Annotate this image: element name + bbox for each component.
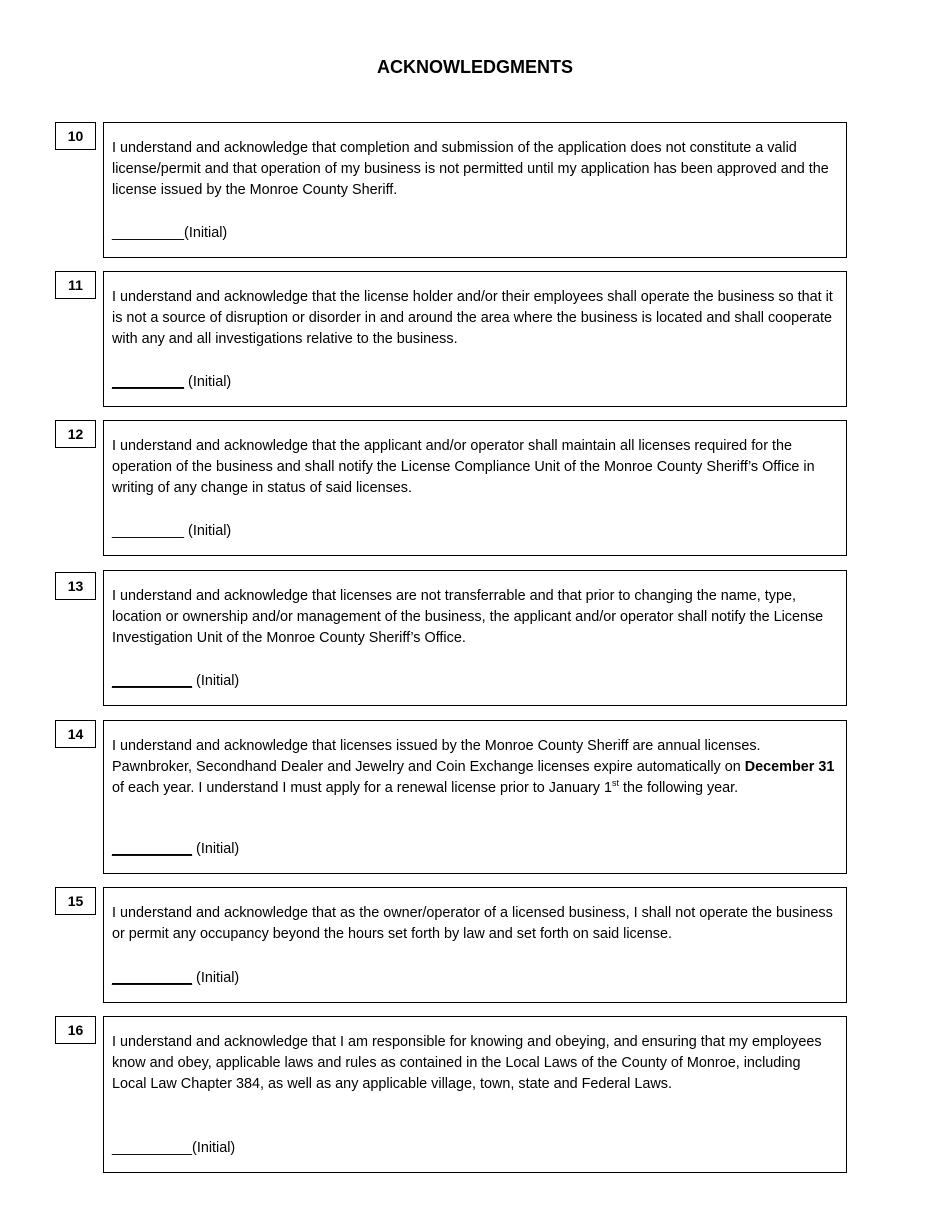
acknowledgment-text: I understand and acknowledge that completion and submission of the application does not constitute a valid license/permit and that operation of my business is not permitted until my application has been approved and the license issued by the Monroe County Sheriff. bbox=[112, 140, 829, 198]
initial-line[interactable] bbox=[112, 839, 239, 860]
acknowledgment-text: I understand and acknowledge that licenses are not transferrable and that prior to changing the name, type, location or ownership and/or management of the business, the applicant and/or operator shall notify the License Investigation Unit of the Monroe County Sheriff’s Office. bbox=[112, 588, 824, 646]
page-title: ACKNOWLEDGMENTS bbox=[377, 57, 573, 77]
initial-label: (Initial) bbox=[184, 523, 232, 539]
acknowledgment-text: I understand and acknowledge that the applicant and/or operator shall maintain all licenses required for the operation of the business and shall notify the License Compliance Unit of the Monroe County Sheriff’s Office in writing of any change in status of said licenses. bbox=[112, 438, 815, 496]
item-number-11: 11 bbox=[55, 271, 96, 299]
initial-line[interactable] bbox=[112, 521, 231, 542]
initial-line[interactable] bbox=[112, 1138, 235, 1159]
acknowledgment-10 bbox=[103, 122, 847, 258]
item-number-10: 10 bbox=[55, 122, 96, 150]
acknowledgment-text bbox=[112, 736, 838, 799]
acknowledgment-text: I understand and acknowledge that the license holder and/or their employees shall operate the business so that it is not a source of disruption or disorder in and around the area where the business is located and shall cooperate with any and all investigations relative to the business. bbox=[112, 289, 833, 347]
deadline-date: December 31 bbox=[744, 759, 835, 775]
acknowledgment-12 bbox=[103, 420, 847, 556]
initial-label: (Initial) bbox=[192, 841, 240, 857]
initial-label: (Initial) bbox=[192, 673, 240, 689]
initial-blank: __________ bbox=[112, 841, 193, 857]
initial-line[interactable] bbox=[112, 223, 227, 244]
acknowledgment-14 bbox=[103, 720, 847, 874]
initial-label: (Initial) bbox=[184, 225, 228, 241]
initial-label: (Initial) bbox=[184, 374, 232, 390]
acknowledgment-11 bbox=[103, 271, 847, 407]
initial-line[interactable] bbox=[112, 968, 239, 989]
acknowledgment-text: I understand and acknowledge that I am responsible for knowing and obeying, and ensuring that my employees know and obey, applicable laws and rules as contained in the Local Laws of the County of Monroe, including Local Law Chapter 384, as well as any applicable village, town, state and Federal Laws. bbox=[112, 1034, 822, 1092]
initial-line[interactable] bbox=[112, 671, 239, 692]
ordinal-suffix: st bbox=[611, 778, 619, 789]
initial-blank: _________ bbox=[112, 225, 185, 241]
initial-blank: _________ bbox=[112, 374, 185, 390]
initial-label: (Initial) bbox=[192, 1140, 236, 1156]
item-number-13: 13 bbox=[55, 572, 96, 600]
initial-blank: _________ bbox=[112, 523, 185, 539]
acknowledgment-13 bbox=[103, 570, 847, 706]
initial-blank: __________ bbox=[112, 673, 193, 689]
acknowledgment-text: I understand and acknowledge that as the owner/operator of a licensed business, I shall not operate the business or permit any occupancy beyond the hours set forth by law and set forth on said license. bbox=[112, 905, 833, 942]
item-number-15: 15 bbox=[55, 887, 96, 915]
text-part-c: the following year. bbox=[618, 780, 739, 796]
initial-blank: __________ bbox=[112, 970, 193, 986]
acknowledgment-15 bbox=[103, 887, 847, 1003]
item-number-12: 12 bbox=[55, 420, 96, 448]
item-number-14: 14 bbox=[55, 720, 96, 748]
initial-label: (Initial) bbox=[192, 970, 240, 986]
acknowledgment-16 bbox=[103, 1016, 847, 1173]
text-part-a: I understand and acknowledge that licenses issued by the Monroe County Sheriff are annual licenses. Pawnbroker, Secondhand Dealer and Jewelry and Coin Exchange licenses expire automatically on bbox=[112, 738, 761, 775]
initial-line[interactable] bbox=[112, 372, 231, 393]
item-number-16: 16 bbox=[55, 1016, 96, 1044]
text-part-b: of each year. I understand I must apply for a renewal license prior to January 1 bbox=[112, 780, 612, 796]
initial-blank: __________ bbox=[112, 1140, 193, 1156]
